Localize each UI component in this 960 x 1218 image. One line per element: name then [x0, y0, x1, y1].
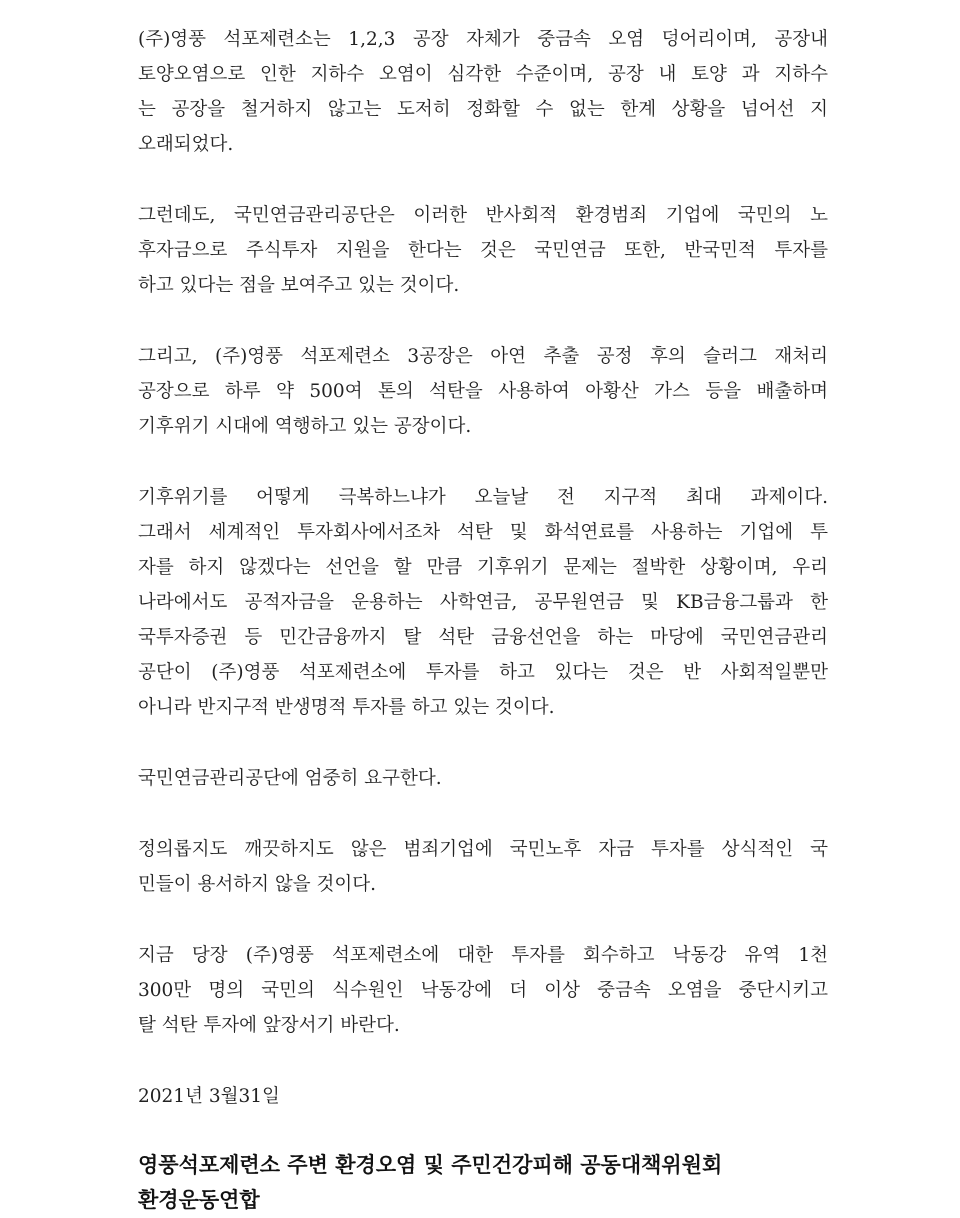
- signatory-kfem: 환경운동연합: [138, 1188, 260, 1212]
- paragraph: [138, 198, 828, 303]
- statement-date: 2021년 3월31일: [138, 1086, 280, 1107]
- paragraph: [138, 22, 828, 162]
- paragraph: [138, 339, 828, 444]
- paragraph-line: 국민연금관리공단에 엄중히 요구한다.: [138, 768, 442, 789]
- paragraph-line: 공장으로 하루 약 500여 톤의 석탄을 사용하여 아황산 가스 등을 배출하며: [138, 381, 828, 402]
- paragraph-line: 후자금으로 주식투자 지원을 한다는 것은 국민연금 또한, 반국민적 투자를: [138, 240, 828, 261]
- paragraph-line: 기후위기를 어떻게 극복하느냐가 오늘날 전 지구적 최대 과제이다.: [138, 487, 828, 508]
- paragraph-line: 그런데도, 국민연금관리공단은 이러한 반사회적 환경범죄 기업에 국민의 노: [138, 205, 828, 226]
- paragraph-line: 국투자증권 등 민간금융까지 탈 석탄 금융선언을 하는 마당에 국민연금관리: [138, 627, 828, 648]
- statement-document: [138, 22, 828, 1218]
- paragraph-line: 오래되었다.: [138, 134, 234, 155]
- paragraph: [138, 832, 828, 902]
- paragraph-line: (주)영풍 석포제련소는 1,2,3 공장 자체가 중금속 오염 덩어리이며, 공장내: [138, 29, 828, 50]
- paragraph-line: 지금 당장 (주)영풍 석포제련소에 대한 투자를 회수하고 낙동강 유역 1천: [138, 945, 828, 966]
- paragraph-line: 나라에서도 공적자금을 운용하는 사학연금, 공무원연금 및 KB금융그룹과 한: [138, 592, 828, 613]
- paragraph-line: 토양오염으로 인한 지하수 오염이 심각한 수준이며, 공장 내 토양 과 지하수: [138, 64, 828, 85]
- paragraph-line: 그래서 세계적인 투자회사에서조차 석탄 및 화석연료를 사용하는 기업에 투: [138, 522, 828, 543]
- paragraph-line: 정의롭지도 깨끗하지도 않은 범죄기업에 국민노후 자금 투자를 상식적인 국: [138, 839, 828, 860]
- paragraph-line: 공단이 (주)영풍 석포제련소에 투자를 하고 있다는 것은 반 사회적일뿐만: [138, 662, 828, 683]
- paragraph-line: 탈 석탄 투자에 앞장서기 바란다.: [138, 1015, 400, 1036]
- paragraph-line: 민들이 용서하지 않을 것이다.: [138, 874, 376, 895]
- paragraph-line: 자를 하지 않겠다는 선언을 할 만큼 기후위기 문제는 절박한 상황이며, 우리: [138, 557, 828, 578]
- statement-body: [138, 22, 828, 1043]
- paragraph-line: 는 공장을 철거하지 않고는 도저히 정화할 수 없는 한계 상황을 넘어선 지: [138, 99, 828, 120]
- signatory-block: [138, 1148, 828, 1218]
- paragraph-line: 300만 명의 국민의 식수원인 낙동강에 더 이상 중금속 오염을 중단시키고: [138, 980, 828, 1001]
- paragraph: [138, 761, 828, 796]
- paragraph-line: 아니라 반지구적 반생명적 투자를 하고 있는 것이다.: [138, 697, 555, 718]
- paragraph: [138, 480, 828, 725]
- paragraph-line: 하고 있다는 점을 보여주고 있는 것이다.: [138, 275, 460, 296]
- paragraph-line: 기후위기 시대에 역행하고 있는 공장이다.: [138, 416, 472, 437]
- paragraph: [138, 938, 828, 1043]
- signatory-committee: 영풍석포제련소 주변 환경오염 및 주민건강피해 공동대책위원회: [138, 1153, 723, 1177]
- paragraph-line: 그리고, (주)영풍 석포제련소 3공장은 아연 추출 공정 후의 슬러그 재처리: [138, 346, 828, 367]
